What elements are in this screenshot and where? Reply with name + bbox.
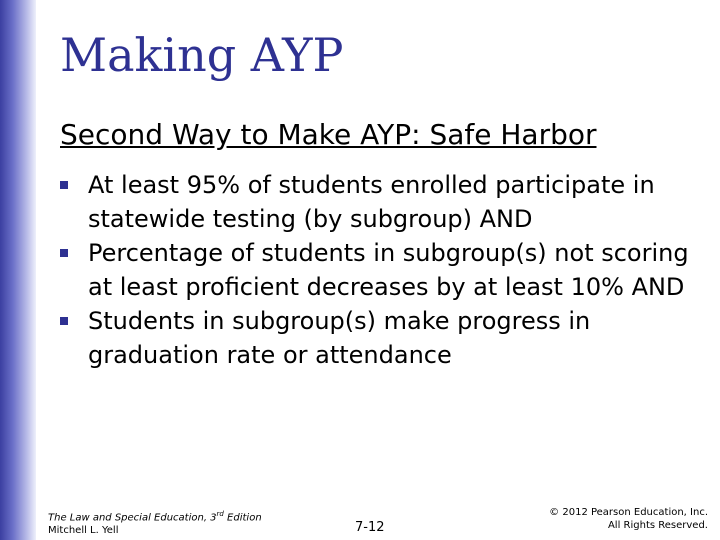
book-title-text: The Law and Special Education, 3 [48,512,217,524]
bullet-text: At least 95% of students enrolled participate in statewide testing (by subgroup) AND [88,171,655,233]
footer-book-title [48,508,262,524]
copyright-line-2: All Rights Reserved. [607,520,708,531]
slide-subtitle: Second Way to Make AYP: Safe Harbor [60,118,597,151]
copyright-line-1: © 2012 Pearson Education, Inc. [549,507,708,518]
decorative-gradient-sidebar [0,0,36,540]
book-title-edition: Edition [223,512,262,524]
bullet-text: Students in subgroup(s) make progress in graduation rate or attendance [88,307,591,369]
bullet-item [60,304,700,372]
square-bullet-icon [60,181,68,189]
book-title-superscript: rd [216,510,224,518]
bullet-list [60,168,700,372]
bullet-item [60,168,700,236]
slide-title: Making AYP [60,28,344,82]
footer-book-info [48,508,262,537]
footer-copyright [549,506,708,532]
page-number: 7-12 [355,520,385,535]
bullet-item [60,236,700,304]
square-bullet-icon [60,317,68,325]
bullet-text: Percentage of students in subgroup(s) not scoring at least proficient decreases by at least 10% AND [88,239,689,301]
square-bullet-icon [60,249,68,257]
footer-author: Mitchell L. Yell [48,525,119,537]
